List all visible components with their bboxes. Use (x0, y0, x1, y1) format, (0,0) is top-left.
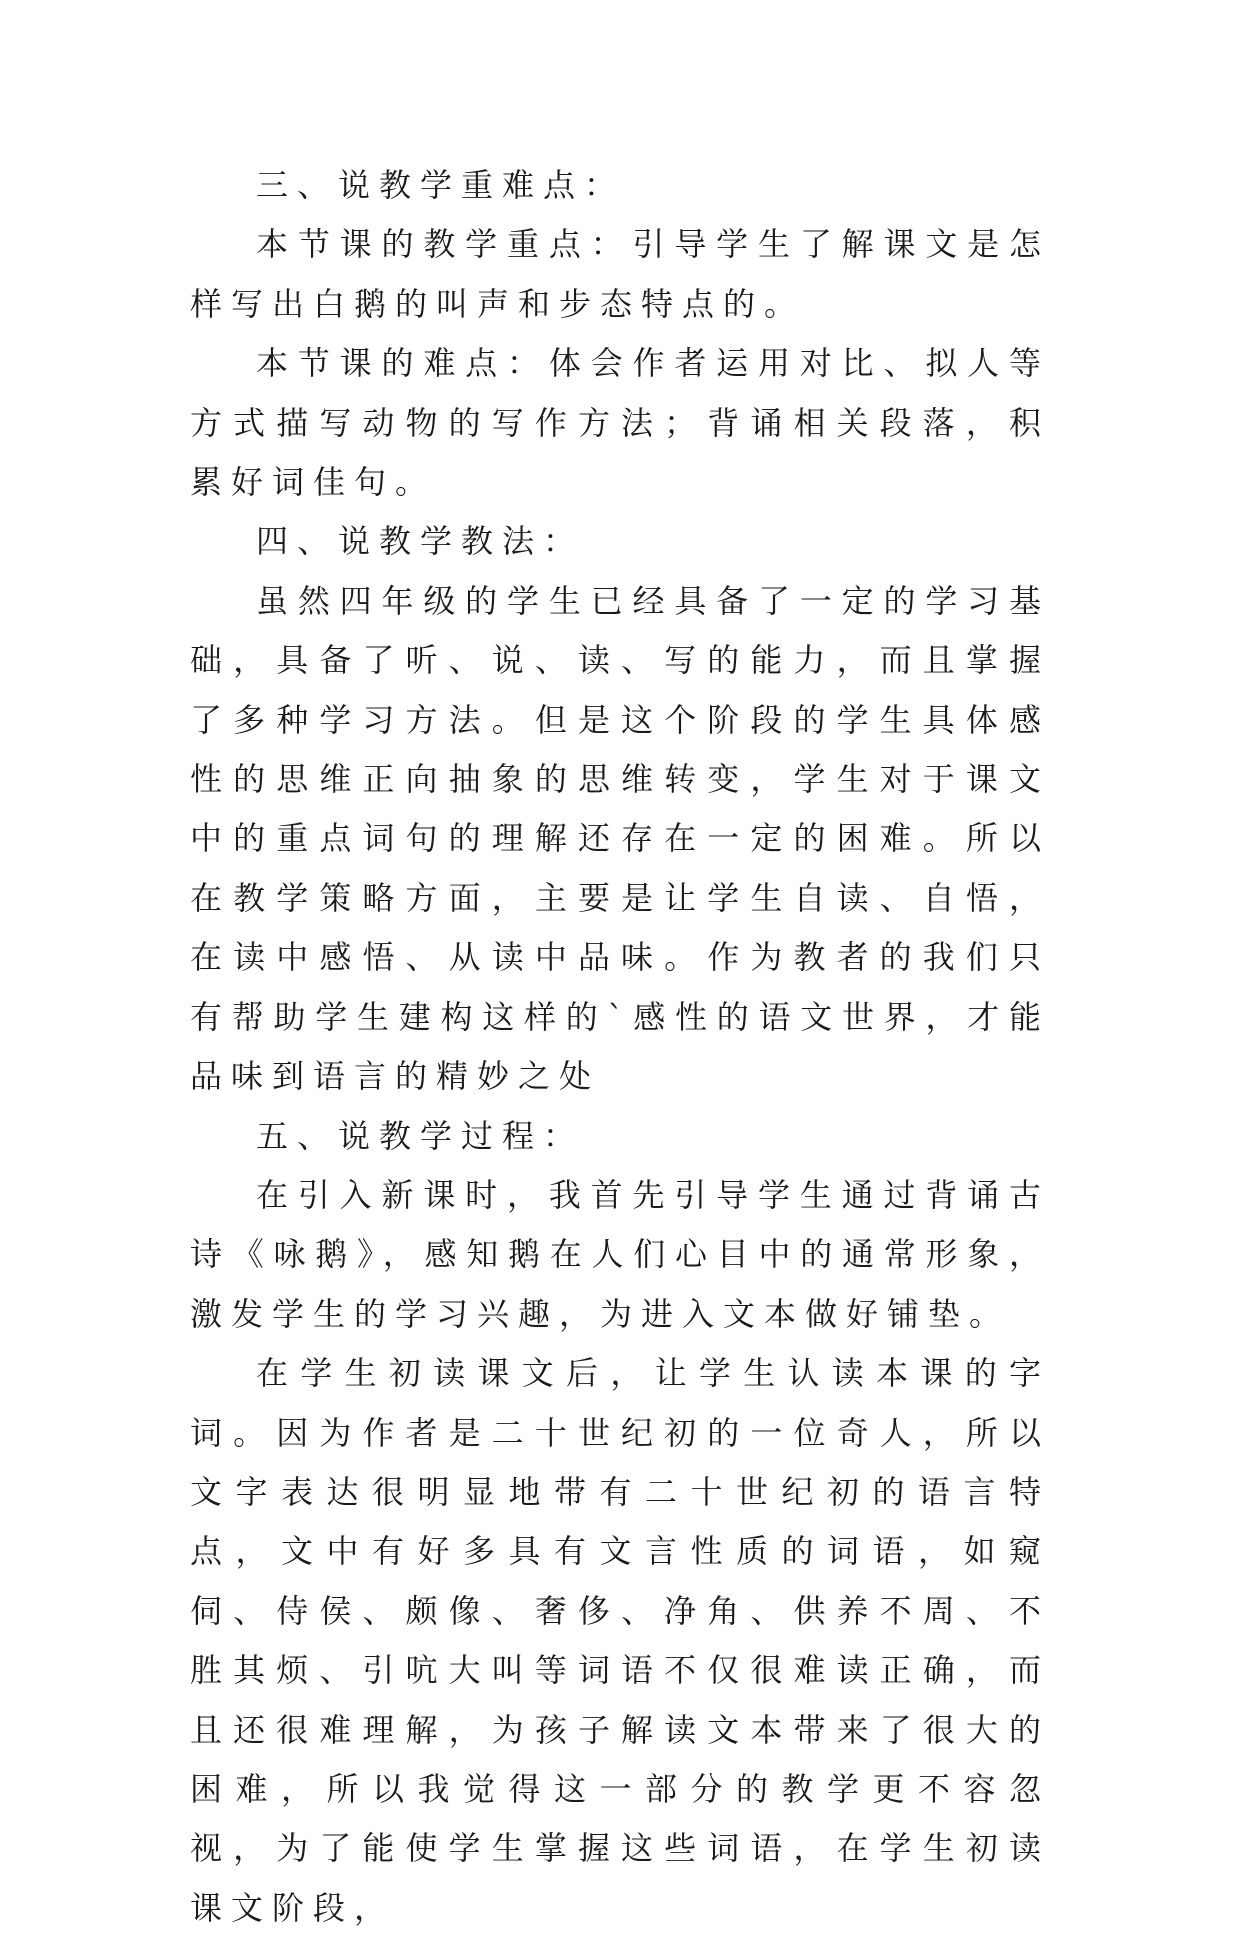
paragraph-difficult-points: 本节课的难点：体会作者运用对比、拟人等方式描写动物的写作方法；背诵相关段落，积累好词佳句。 (190, 344, 1050, 502)
paragraph-key-points: 本节课的教学重点：引导学生了解课文是怎样写出白鹅的叫声和步态特点的。 (190, 225, 1050, 323)
paragraph-introduction: 在引入新课时，我首先引导学生通过背诵古诗《咏鹅》，感知鹅在人们心目中的通常形象，激发学生的学习兴趣，为进入文本做好铺垫。 (190, 1175, 1050, 1333)
section-heading-difficulties: 三、说教学重难点： (256, 166, 626, 204)
document-body (190, 156, 1050, 1938)
section-heading-methods: 四、说教学教法： (256, 522, 585, 561)
paragraph-methods: 虽然四年级的学生已经具备了一定的学习基础，具备了听、说、读、写的能力，而且掌握了多种学习方法。但是这个阶段的学生具体感性的思维正向抽象的思维转变，学生对于课文中的重点词句的理解还存在一定的困难。所以在教学策略方面，主要是让学生自读、自悟，在读中感悟、从读中品味。作为教者的我们只有帮助学生建构这样的`感性的语文世界，才能品味到语言的精妙之处 (190, 581, 1050, 1096)
section-heading-process: 五、说教学过程： (256, 1116, 585, 1155)
paragraph-vocabulary: 在学生初读课文后，让学生认读本课的字词。因为作者是二十世纪初的一位奇人，所以文字表达很明显地带有二十世纪初的语言特点，文中有好多具有文言性质的词语，如窥伺、侍侯、颇像、奢侈、净角、供养不周、不胜其烦、引吭大叫等词语不仅很难读正确，而且还很难理解，为孩子解读文本带来了很大的困难，所以我觉得这一部分的教学更不容忽视，为了能使学生掌握这些词语，在学生初读课文阶段， (190, 1354, 1050, 1927)
